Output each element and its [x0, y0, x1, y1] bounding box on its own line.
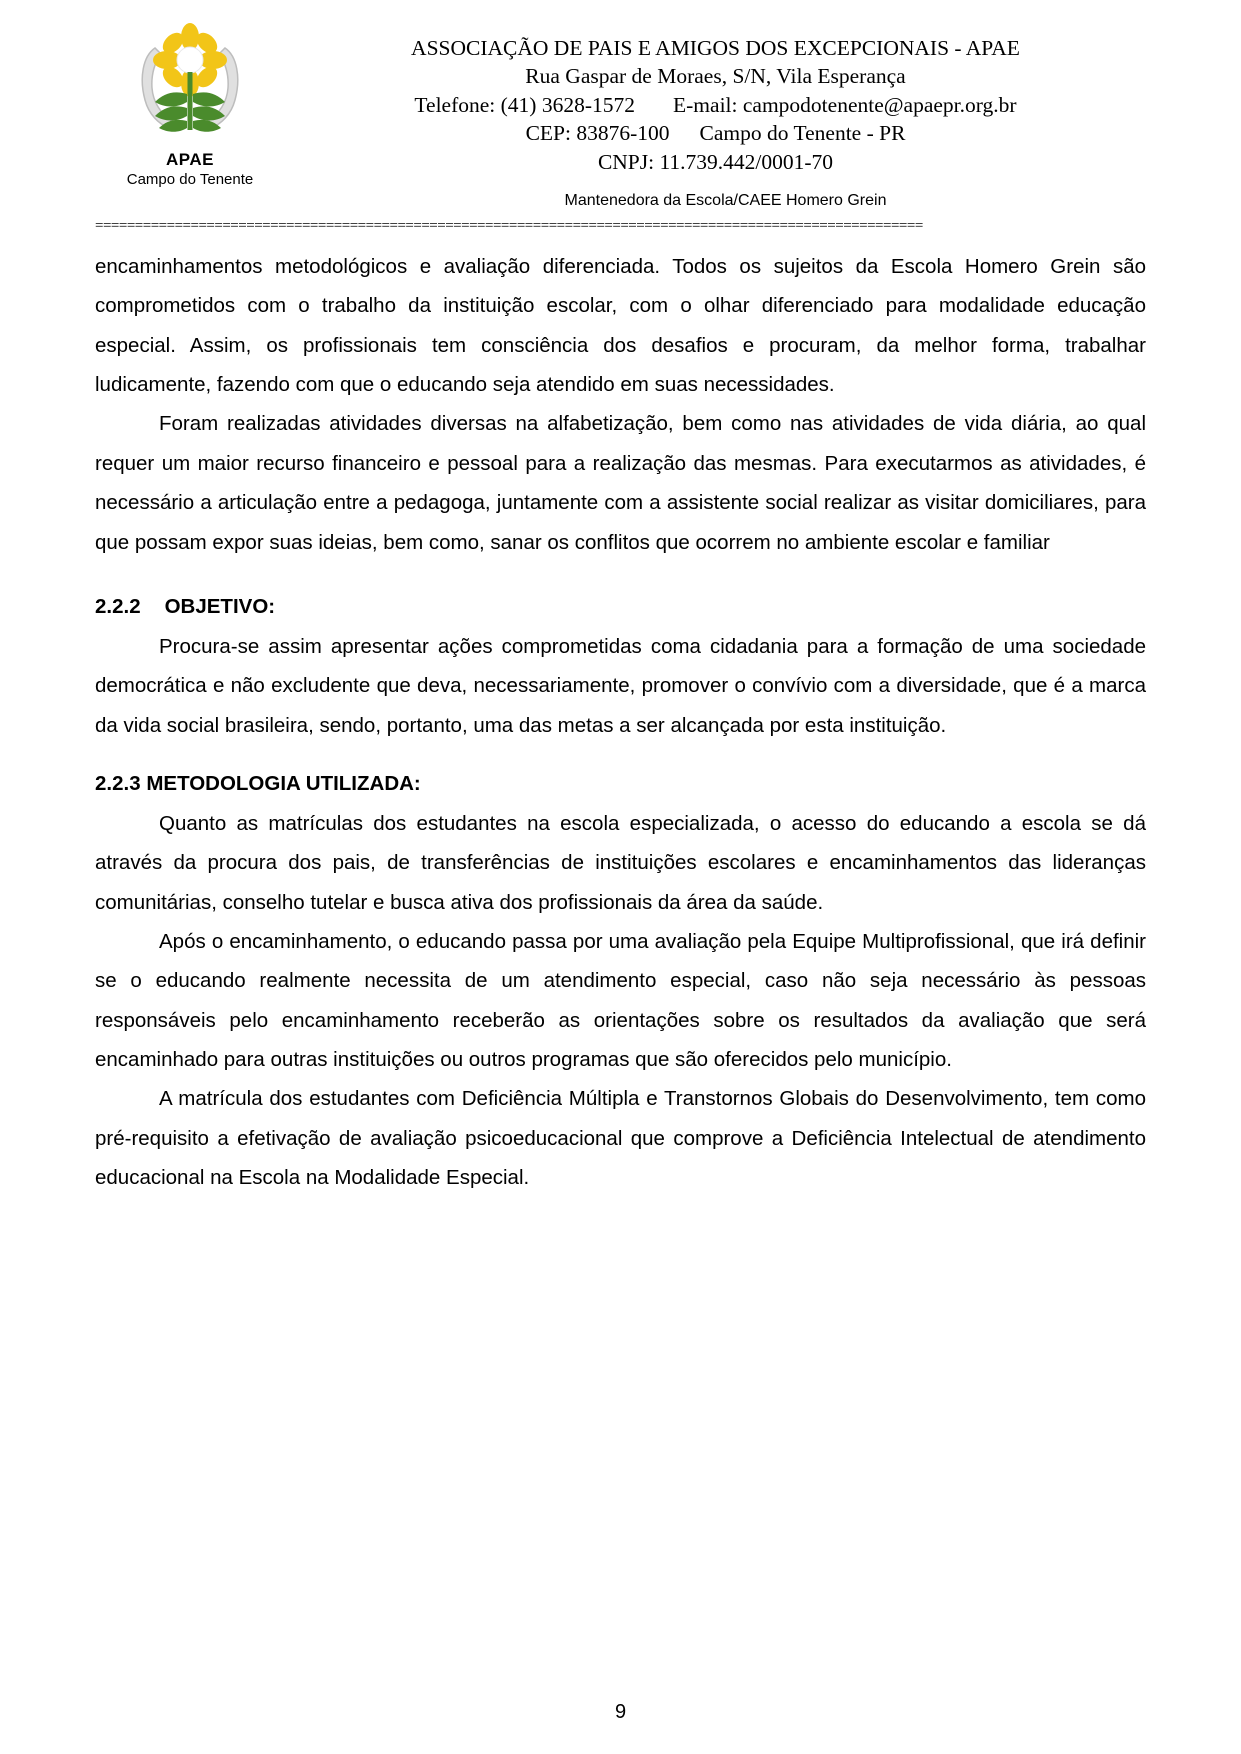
org-city: Campo do Tenente	[126, 171, 254, 188]
section-heading-objetivo	[95, 588, 1146, 627]
org-email: E-mail: campodotenente@apaepr.org.br	[673, 92, 1017, 117]
org-location-line	[285, 119, 1146, 147]
letterhead	[95, 18, 1146, 211]
org-cnpj: CNPJ: 11.739.442/0001-70	[597, 149, 834, 174]
org-address: Rua Gaspar de Moraes, S/N, Vila Esperança	[525, 64, 906, 89]
school-subtitle: Mantenedora da Escola/CAEE Homero Grein	[564, 191, 887, 209]
org-phone: Telefone: (41) 3628-1572	[414, 92, 636, 117]
paragraph-matriculas: Quanto as matrículas dos estudantes na escola especializada, o acesso do educando a escola se dá através da procura dos pais, de transferências de instituições escolares e encaminhamentos das lideranças comunitárias, conselho tutelar e busca ativa dos profissionais da área da saúde.	[95, 811, 1146, 914]
page-number: 9	[614, 1701, 627, 1723]
apae-sunflower-logo-icon	[125, 20, 255, 148]
org-short-name: APAE	[166, 150, 214, 169]
letterhead-text	[285, 18, 1146, 211]
section-heading-metodologia	[95, 765, 1146, 804]
paragraph-activities: Foram realizadas atividades diversas na alfabetização, bem como nas atividades de vida diária, ao qual requer um maior recurso financeiro e pessoal para a realização das mesmas. Para executarmos as atividades, é necessário a articulação entre a pedagoga, juntamente com a assistente social realizar as visitar domiciliares, para que possam expor suas ideias, bem como, sanar os conflitos que ocorrem no ambiente escolar e familiar	[95, 412, 1146, 554]
org-city-state: Campo do Tenente - PR	[699, 121, 906, 146]
org-cep: CEP: 83876-100	[525, 121, 670, 146]
document-body	[95, 247, 1146, 1197]
org-contact-line	[285, 91, 1146, 119]
paragraph-objetivo: Procura-se assim apresentar ações comprometidas coma cidadania para a formação de uma sociedade democrática e não excludente que deva, necessariamente, promover o convívio com a diversidade, que é a marca da vida social brasileira, sendo, portanto, uma das metas a ser alcançada por esta instituição.	[95, 634, 1146, 737]
section-number: 2.2.3	[95, 771, 141, 795]
section-title: OBJETIVO:	[164, 594, 276, 618]
section-number: 2.2.2	[95, 594, 141, 618]
header-divider: ========================================================================================================	[95, 217, 923, 234]
paragraph-deficiencia: A matrícula dos estudantes com Deficiência Múltipla e Transtornos Globais do Desenvolvimento, tem como pré-requisito a efetivação de avaliação psicoeducacional que comprove a Deficiência Intelectual de atendimento educacional na Escola na Modalidade Especial.	[95, 1087, 1146, 1190]
org-full-name: ASSOCIAÇÃO DE PAIS E AMIGOS DOS EXCEPCIONAIS - APAE	[411, 36, 1020, 60]
section-title: METODOLOGIA UTILIZADA:	[146, 771, 421, 795]
paragraph-encaminhamento: Após o encaminhamento, o educando passa por uma avaliação pela Equipe Multiprofissional, que irá definir se o educando realmente necessita de um atendimento especial, caso não seja necessário às pessoas responsáveis pelo encaminhamento receberão as orientações sobre os resultados da avaliação que será encaminhado para outras instituições ou outros programas que são oferecidos pelo município.	[95, 929, 1146, 1071]
paragraph-continuation: encaminhamentos metodológicos e avaliação diferenciada. Todos os sujeitos da Escola Homero Grein são comprometidos com o trabalho da instituição escolar, com o olhar diferenciado para modalidade educação especial. Assim, os profissionais tem consciência dos desafios e procuram, da melhor forma, trabalhar ludicamente, fazendo com que o educando seja atendido em suas necessidades.	[95, 254, 1146, 397]
logo-block	[95, 18, 285, 188]
